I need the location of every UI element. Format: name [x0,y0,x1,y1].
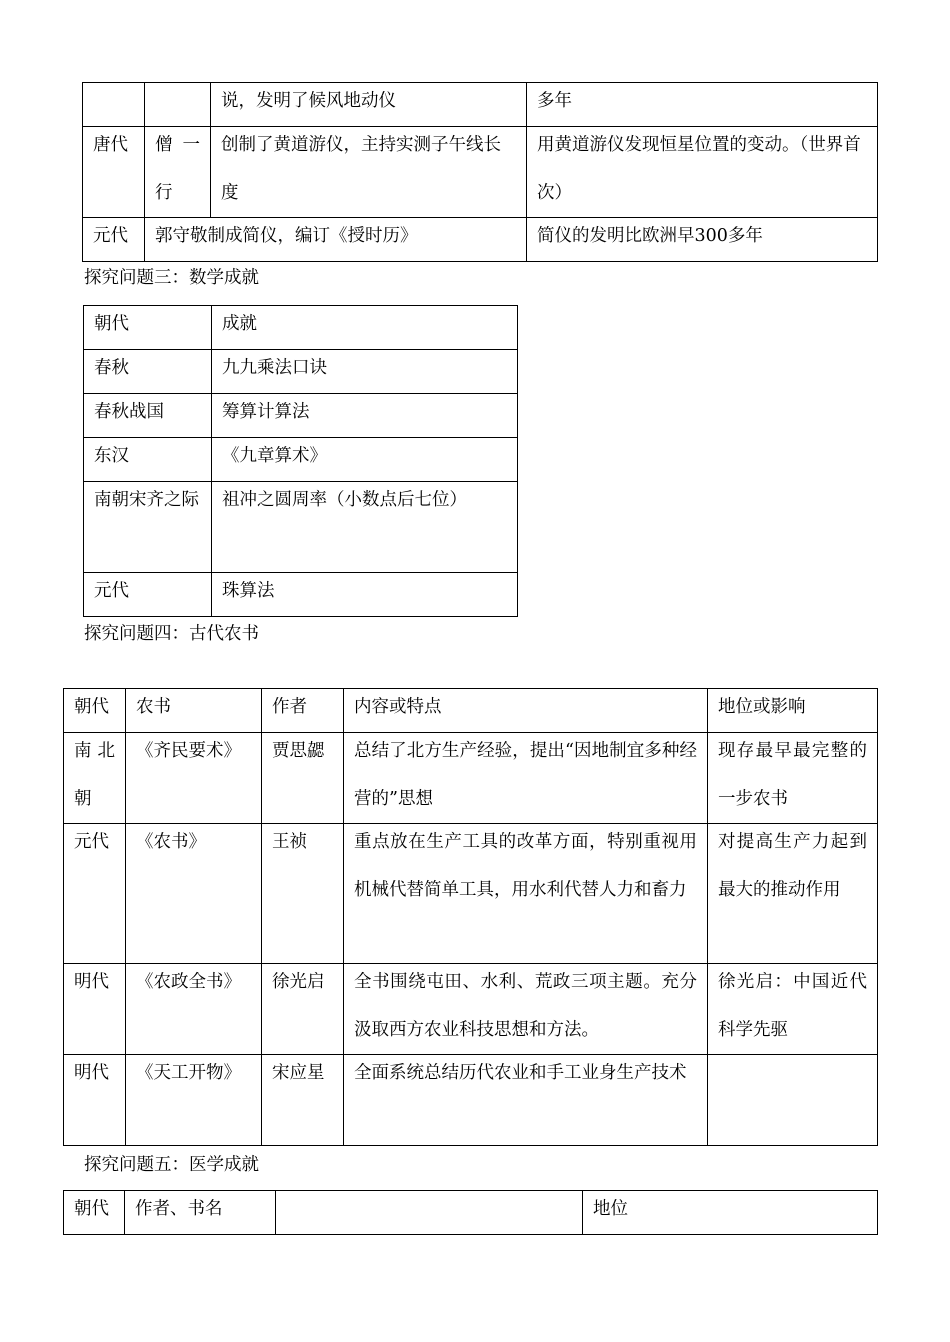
table-row [84,482,518,573]
table-row [84,394,518,438]
table-cell: 筹算计算法 [212,394,518,438]
table-cell: 全面系统总结历代农业和手工业身生产技术 [344,1055,708,1146]
agriculture-table [63,688,878,1146]
table-cell: 明代 [64,964,126,1055]
column-header: 朝代 [64,689,126,733]
table-cell: 徐光启：中国近代科学先驱 [708,964,878,1055]
table-cell: 多年 [527,83,878,127]
table-cell: 南朝宋齐之际 [84,482,212,573]
astronomy-table [82,82,878,262]
table-cell: 宋应星 [262,1055,344,1146]
table-cell: 徐光启 [262,964,344,1055]
table-row [64,824,878,964]
table-cell: 《九章算术》 [212,438,518,482]
table-cell: 总结了北方生产经验，提出“因地制宜多种经营的”思想 [344,733,708,824]
math-table [83,305,518,617]
table-row [84,438,518,482]
section3-heading: 探究问题三：数学成就 [84,268,259,288]
table-cell: 明代 [64,1055,126,1146]
column-header: 成就 [212,306,518,350]
table-cell: 创制了黄道游仪，主持实测子午线长度 [211,127,527,218]
table-cell: 现存最早最完整的一步农书 [708,733,878,824]
column-header: 作者、书名 [125,1191,276,1235]
column-header [276,1191,583,1235]
table-cell: 春秋战国 [84,394,212,438]
table-header-row [64,1191,878,1235]
table-cell: 《天工开物》 [126,1055,262,1146]
table-cell: 僧一行 [145,127,211,218]
table-cell: 《农书》 [126,824,262,964]
section4-heading: 探究问题四：古代农书 [84,624,259,644]
table-cell: 东汉 [84,438,212,482]
table-cell: 九九乘法口诀 [212,350,518,394]
table-row [64,964,878,1055]
table-cell: 贾思勰 [262,733,344,824]
table-cell: 说，发明了候风地动仪 [211,83,527,127]
table-row [64,733,878,824]
table-row [64,1055,878,1146]
column-header: 内容或特点 [344,689,708,733]
table-cell: 祖冲之圆周率（小数点后七位） [212,482,518,573]
column-header: 朝代 [64,1191,125,1235]
table-cell: 《农政全书》 [126,964,262,1055]
table-row [84,350,518,394]
table-cell: 元代 [84,573,212,617]
table-row [84,573,518,617]
table-cell: 唐代 [83,127,145,218]
column-header: 朝代 [84,306,212,350]
table-cell: 全书围绕屯田、水利、荒政三项主题。充分汲取西方农业科技思想和方法。 [344,964,708,1055]
table-cell: 王祯 [262,824,344,964]
column-header: 农书 [126,689,262,733]
table-cell [708,1055,878,1146]
table-cell: 元代 [83,218,145,262]
table-cell: 珠算法 [212,573,518,617]
table-cell: 郭守敬制成简仪，编订《授时历》 [145,218,527,262]
table-cell: 用黄道游仪发现恒星位置的变动。（世界首次） [527,127,878,218]
table-cell: 春秋 [84,350,212,394]
table-cell: 简仪的发明比欧洲早300多年 [527,218,878,262]
table-cell [145,83,211,127]
table-cell: 《齐民要术》 [126,733,262,824]
table-cell [83,83,145,127]
table-header-row [64,689,878,733]
table-cell: 南北朝 [64,733,126,824]
column-header: 地位或影响 [708,689,878,733]
table-row [83,218,878,262]
table-cell: 重点放在生产工具的改革方面，特别重视用机械代替简单工具，用水利代替人力和畜力 [344,824,708,964]
column-header: 作者 [262,689,344,733]
medicine-table [63,1190,878,1235]
table-header-row [84,306,518,350]
table-cell: 元代 [64,824,126,964]
section5-heading: 探究问题五：医学成就 [84,1155,259,1175]
table-cell: 对提高生产力起到最大的推动作用 [708,824,878,964]
table-row [83,127,878,218]
table-row [83,83,878,127]
column-header: 地位 [583,1191,878,1235]
